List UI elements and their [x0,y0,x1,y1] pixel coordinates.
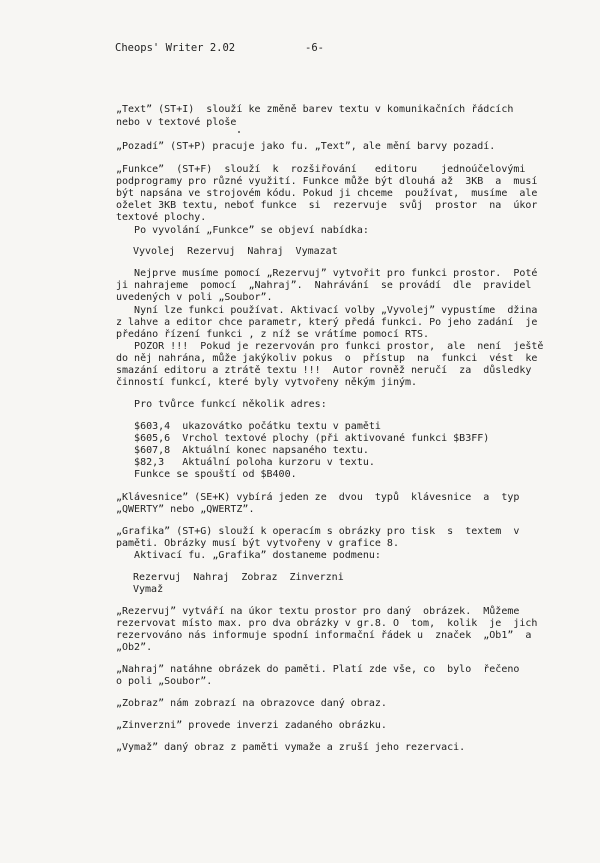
text-line: textové plochy. [116,212,207,223]
text-line: Nyní lze funkci používat. Aktivací volby „Vyvolej” vypustíme džina [116,305,538,316]
text-line: „Ob2”. [116,642,153,653]
text-line: Aktivací fu. „Grafika” dostaneme podmenu: [116,550,381,561]
text-line: do něj nahrána, může jakýkoliv pokus o přístup na funkci vést ke [116,353,538,364]
text-line: POZOR !!! Pokud je rezervován pro funkci prostor, ale není ještě [116,341,544,352]
text-line: rezervováno nás informuje spodní informační řádek u značek „Ob1” a [116,630,532,641]
address-line: $603,4 ukazovátko počátku textu v paměti [116,421,381,432]
address-line: $82,3 Aktuální poloha kurzoru v textu. [116,457,375,468]
header-app-title: Cheops' Writer 2.02 [115,42,236,54]
text-line: oželet 3KB textu, neboť funkce si rezervuje svůj prostor na úkor [116,200,538,211]
submenu-line: Rezervuj Nahraj Zobraz Zinverzni [133,572,344,583]
text-line: být napsána ve strojovém kódu. Pokud ji chceme používat, musíme ale [116,188,538,199]
text-line: „Text” (ST+I) slouží ke změně barev textu v komunikačních řádcích [116,104,514,115]
text-line: činností funkcí, které byly vytvořeny někým jiným. [116,377,418,388]
text-line: „Zobraz” nám zobrazí na obrazovce daný obraz. [116,698,387,709]
menu-line: Vyvolej Rezervuj Nahraj Vymazat [133,246,338,257]
submenu-line: Vymaž [133,584,164,595]
header-page-number: -6- [305,42,324,54]
text-line: ji nahrajeme pomocí „Nahraj”. Nahrávání se provádí dle pravidel [116,280,532,291]
text-line: „Funkce” (ST+F) slouží k rozšiřování editoru jednoúčelovými [116,164,526,175]
text-line: „Pozadí” (ST+P) pracuje jako fu. „Text”, ale mění barvy pozadí. [116,141,496,152]
text-line: smazání editoru a ztrátě textu !!! Autor rovněž neručí za důsledky [116,365,532,376]
text-line: podprogramy pro různé využití. Funkce může být dlouhá až 3KB a musí [116,176,538,187]
text-line: paměti. Obrázky musí být vytvořeny v grafice 8. [116,538,399,549]
text-line: o poli „Soubor”. [116,676,213,687]
address-line: $605,6 Vrchol textové plochy (při aktivované funkci $B3FF) [116,433,490,444]
stray-mark [238,131,240,133]
text-line: předáno řízení funkci , z níž se vrátíme pomocí RTS. [116,329,430,340]
text-line: rezervovat místo max. pro dva obrázky v gr.8. O tom, kolik je jich [116,618,538,629]
text-line: nebo v textové ploše [116,117,237,128]
text-line: „Grafika” (ST+G) slouží k operacím s obrázky pro tisk s textem v [116,526,520,537]
text-line: Pro tvůrce funkcí několik adres: [116,399,327,410]
text-line: „Zinverzni” provede inverzi zadaného obrázku. [116,720,387,731]
address-line: $607,8 Aktuální konec napsaného textu. [116,445,369,456]
text-line: Nejprve musíme pomocí „Rezervuj” vytvořit pro funkci prostor. Poté [116,268,538,279]
text-line: Po vyvolání „Funkce” se objeví nabídka: [116,225,369,236]
text-line: z lahve a editor chce parametr, který předá funkci. Po jeho zadání je [116,317,538,328]
text-line: „Rezervuj” vytváří na úkor textu prostor pro daný obrázek. Můžeme [116,606,520,617]
text-line: „Klávesnice” (SE+K) vybírá jeden ze dvou typů klávesnice a typ [116,492,520,503]
address-line: Funkce se spouští od $B400. [116,469,297,480]
text-line: uvedených v poli „Soubor”. [116,292,273,303]
text-line: „Vymaž” daný obraz z paměti vymaže a zruší jeho rezervaci. [116,742,466,753]
text-line: „QWERTY” nebo „QWERTZ”. [116,504,255,515]
text-line: „Nahraj” natáhne obrázek do paměti. Platí zde vše, co bylo řečeno [116,664,520,675]
